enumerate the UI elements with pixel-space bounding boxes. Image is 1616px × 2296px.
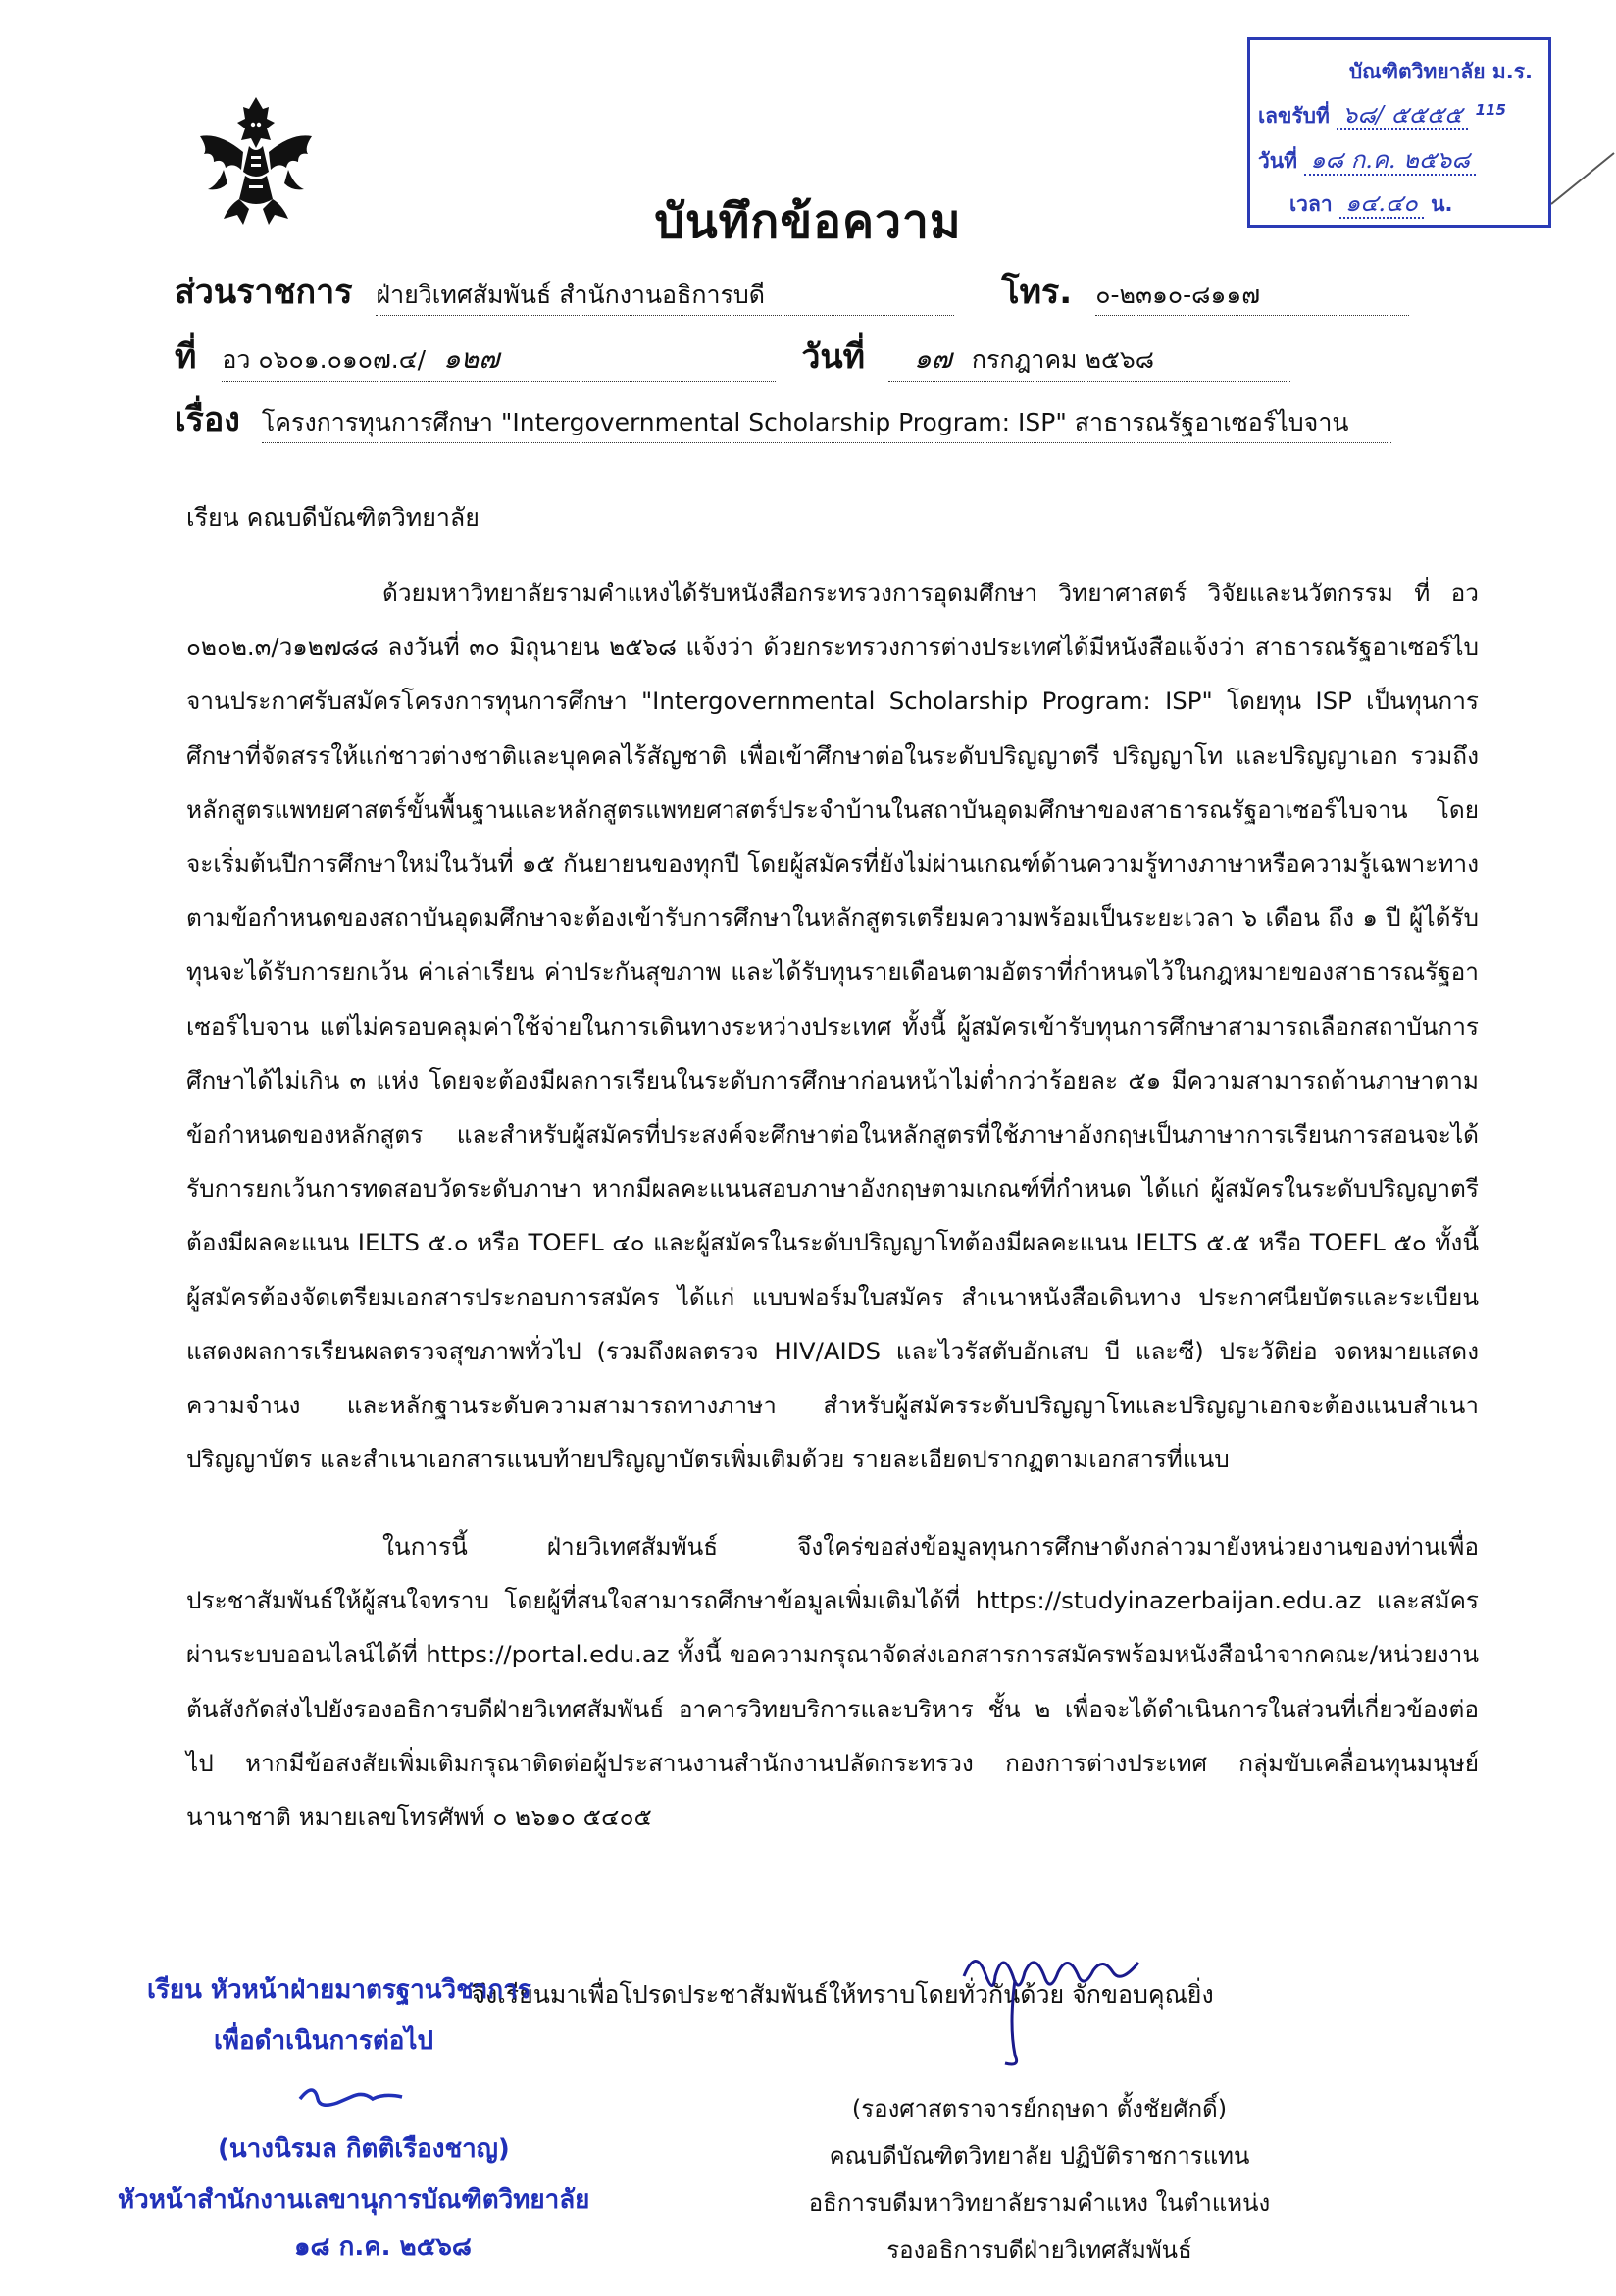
stamp-receipt-line [1258, 95, 1506, 133]
routing-note-name: (นางนิรมล กิตติเรืองชาญ) [218, 2134, 510, 2164]
reference-value: อว ๐๖๐๑.๐๑๐๗.๔/ [222, 345, 427, 374]
phone-value: ๐-๒๓๑๐-๘๑๑๗ [1095, 276, 1409, 316]
stamp-date-line [1258, 140, 1476, 179]
stamp-time-label: เวลา [1289, 192, 1333, 216]
signature-mark [956, 1937, 1152, 2079]
date-field [888, 337, 1290, 382]
memo-title: บันทึกข้อความ [654, 194, 962, 249]
reference-row [175, 330, 1290, 383]
initials-mark [294, 2069, 412, 2118]
stamp-time-value: ๑๔.๔๐ [1339, 189, 1424, 219]
stamp-date-label: วันที่ [1258, 149, 1297, 173]
agency-label: ส่วนราชการ [175, 273, 353, 312]
signatory-name: (รองศาสตราจารย์กฤษดา ตั้งชัยศักดิ์) [851, 2095, 1228, 2122]
date-label: วันที่ [801, 337, 866, 377]
phone-label: โทร. [1001, 273, 1073, 312]
stamp-receipt-extra: 115 [1475, 101, 1506, 119]
stamp-receipt-value: ๖๘/ ๕๕๕๕ [1337, 101, 1468, 130]
body-paragraph-2: ในการนี้ ฝ่ายวิเทศสัมพันธ์ จึงใคร่ขอส่งข้อมูลทุนการศึกษาดังกล่าวมายังหน่วยงานของท่านเพื่อประชาสัมพันธ์ให้ผู้สนใจทราบ โดยผู้ที่สนใจสามารถศึกษาข้อมูลเพิ่มเติมได้ที่ https://studyinazerbaijan.edu.az และสมัครผ่านระบบออนไลน์ได้ที่ https://portal.edu.az ทั้งนี้ ขอความกรุณาจัดส่งเอกสารการสมัครพร้อมหนังสือนำจากคณะ/หน่วยงานต้นสังกัดส่งไปยังรองอธิการบดีฝ่ายวิเทศสัมพันธ์ อาคารวิทยบริการและบริหาร ชั้น ๒ เพื่อจะได้ดำเนินการในส่วนที่เกี่ยวข้องต่อไป หากมีข้อสงสัยเพิ่มเติมกรุณาติดต่อผู้ประสานงานสำนักงานปลัดกระทรวง กองการต่างประเทศ กลุ่มขับเคลื่อนทุนมนุษย์นานาชาติ หมายเลขโทรศัพท์ ๐ ๒๖๑๐ ๕๔๐๕ [186, 1532, 1479, 1832]
subject-value: โครงการทุนการศึกษา "Intergovernmental Scholarship Program: ISP" สาธารณรัฐอาเซอร์ไบจาน [262, 403, 1391, 443]
reference-field [222, 337, 776, 382]
routing-note-line1: เรียน หัวหน้าฝ่ายมาตรฐานวิชาการ [147, 1975, 531, 2005]
signatory-title-line2: อธิการบดีมหาวิทยาลัยรามคำแหง ในตำแหน่ง [808, 2189, 1271, 2217]
stamp-receipt-label: เลขรับที่ [1258, 104, 1330, 128]
stamp-date-value: ๑๘ ก.ค. ๒๕๖๘ [1304, 146, 1476, 176]
subject-label: เรื่อง [175, 400, 240, 439]
date-day: ๑๗ [914, 342, 952, 375]
stamp-time-unit: น. [1431, 192, 1453, 216]
agency-row [175, 265, 1409, 318]
reference-label: ที่ [175, 337, 197, 377]
routing-note-title: หัวหน้าสำนักงานเลขานุการบัณฑิตวิทยาลัย [118, 2185, 590, 2215]
salutation: เรียน คณบดีบัณฑิตวิทยาลัย [186, 503, 480, 532]
body-paragraph-1: ด้วยมหาวิทยาลัยรามคำแหงได้รับหนังสือกระทรวงการอุดมศึกษา วิทยาศาสตร์ วิจัยและนวัตกรรม ที่ อว ๐๒๐๒.๓/ว๑๒๗๘๘ ลงวันที่ ๓๐ มิถุนายน ๒๕๖๘ แจ้งว่า ด้วยกระทรวงการต่างประเทศได้มีหนังสือแจ้งว่า สาธารณรัฐอาเซอร์ไบจานประกาศรับสมัครโครงการทุนการศึกษา "Intergovernmental Scholarship Program: ISP" โดยทุน ISP เป็นทุนการศึกษาที่จัดสรรให้แก่ชาวต่างชาติและบุคคลไร้สัญชาติ เพื่อเข้าศึกษาต่อในระดับปริญญาตรี ปริญญาโท และปริญญาเอก รวมถึงหลักสูตรแพทยศาสตร์ขั้นพื้นฐานและหลักสูตรแพทยศาสตร์ประจำบ้านในสถาบันอุดมศึกษาของสาธารณรัฐอาเซอร์ไบจาน โดยจะเริ่มต้นปีการศึกษาใหม่ในวันที่ ๑๕ กันยายนของทุกปี โดยผู้สมัครที่ยังไม่ผ่านเกณฑ์ด้านความรู้ทางภาษาหรือความรู้เฉพาะทางตามข้อกำหนดของสถาบันอุดมศึกษาจะต้องเข้ารับการศึกษาในหลักสูตรเตรียมความพร้อมเป็นระยะเวลา ๖ เดือน ถึง ๑ ปี ผู้ได้รับทุนจะได้รับการยกเว้น ค่าเล่าเรียน ค่าประกันสุขภาพ และได้รับทุนรายเดือนตามอัตราที่กำหนดไว้ในกฎหมายของสาธารณรัฐอาเซอร์ไบจาน แต่ไม่ครอบคลุมค่าใช้จ่ายในการเดินทางระหว่างประเทศ ทั้งนี้ ผู้สมัครเข้ารับทุนการศึกษาสามารถเลือกสถาบันการศึกษาได้ไม่เกิน ๓ แห่ง โดยจะต้องมีผลการเรียนในระดับการศึกษาก่อนหน้าไม่ต่ำกว่าร้อยละ ๕๑ มีความสามารถด้านภาษาตามข้อกำหนดของหลักสูตร และสำหรับผู้สมัครที่ประสงค์จะศึกษาต่อในหลักสูตรที่ใช้ภาษาอังกฤษเป็นภาษาการเรียนการสอนจะได้รับการยกเว้นการทดสอบวัดระดับภาษา หากมีผลคะแนนสอบภาษาอังกฤษตามเกณฑ์ที่กำหนด ได้แก่ ผู้สมัครในระดับปริญญาตรีต้องมีผลคะแนน IELTS ๕.๐ หรือ TOEFL ๔๐ และผู้สมัครในระดับปริญญาโทต้องมีผลคะแนน IELTS ๕.๕ หรือ TOEFL ๕๐ ทั้งนี้ ผู้สมัครต้องจัดเตรียมเอกสารประกอบการสมัคร ได้แก่ แบบฟอร์มใบสมัคร สำเนาหนังสือเดินทาง ประกาศนียบัตรและระเบียนแสดงผลการเรียนผลตรวจสุขภาพทั่วไป (รวมถึงผลตรวจ HIV/AIDS และไวรัสตับอักเสบ บี และซี) ประวัติย่อ จดหมายแสดงความจำนง และหลักฐานระดับความสามารถทางภาษา สำหรับผู้สมัครระดับปริญญาโทและปริญญาเอกจะต้องแนบสำเนาปริญญาบัตร และสำเนาเอกสารแนบท้ายปริญญาบัตรเพิ่มเติมด้วย รายละเอียดปรากฏตามเอกสารที่แนบ [186, 579, 1479, 1474]
reference-number: ๑๒๗ [443, 342, 500, 375]
stamp-header: บัณฑิตวิทยาลัย ม.ร. [1348, 60, 1533, 83]
date-rest: กรกฎาคม ๒๕๖๘ [971, 345, 1155, 374]
signatory-title-line3: รองอธิการบดีฝ่ายวิเทศสัมพันธ์ [886, 2236, 1192, 2264]
routing-note-line2: เพื่อดำเนินการต่อไป [214, 2026, 433, 2056]
agency-value: ฝ่ายวิเทศสัมพันธ์ สำนักงานอธิการบดี [376, 276, 954, 316]
routing-note-date: ๑๘ ก.ค. ๒๕๖๘ [294, 2232, 472, 2262]
closing-line: จึงเรียนมาเพื่อโปรดประชาสัมพันธ์ให้ทราบโดยทั่วกันด้วย จักขอบคุณยิ่ง [471, 1980, 1214, 2009]
signatory-title-line1: คณบดีบัณฑิตวิทยาลัย ปฏิบัติราชการแทน [829, 2142, 1250, 2169]
subject-row [175, 392, 1391, 445]
